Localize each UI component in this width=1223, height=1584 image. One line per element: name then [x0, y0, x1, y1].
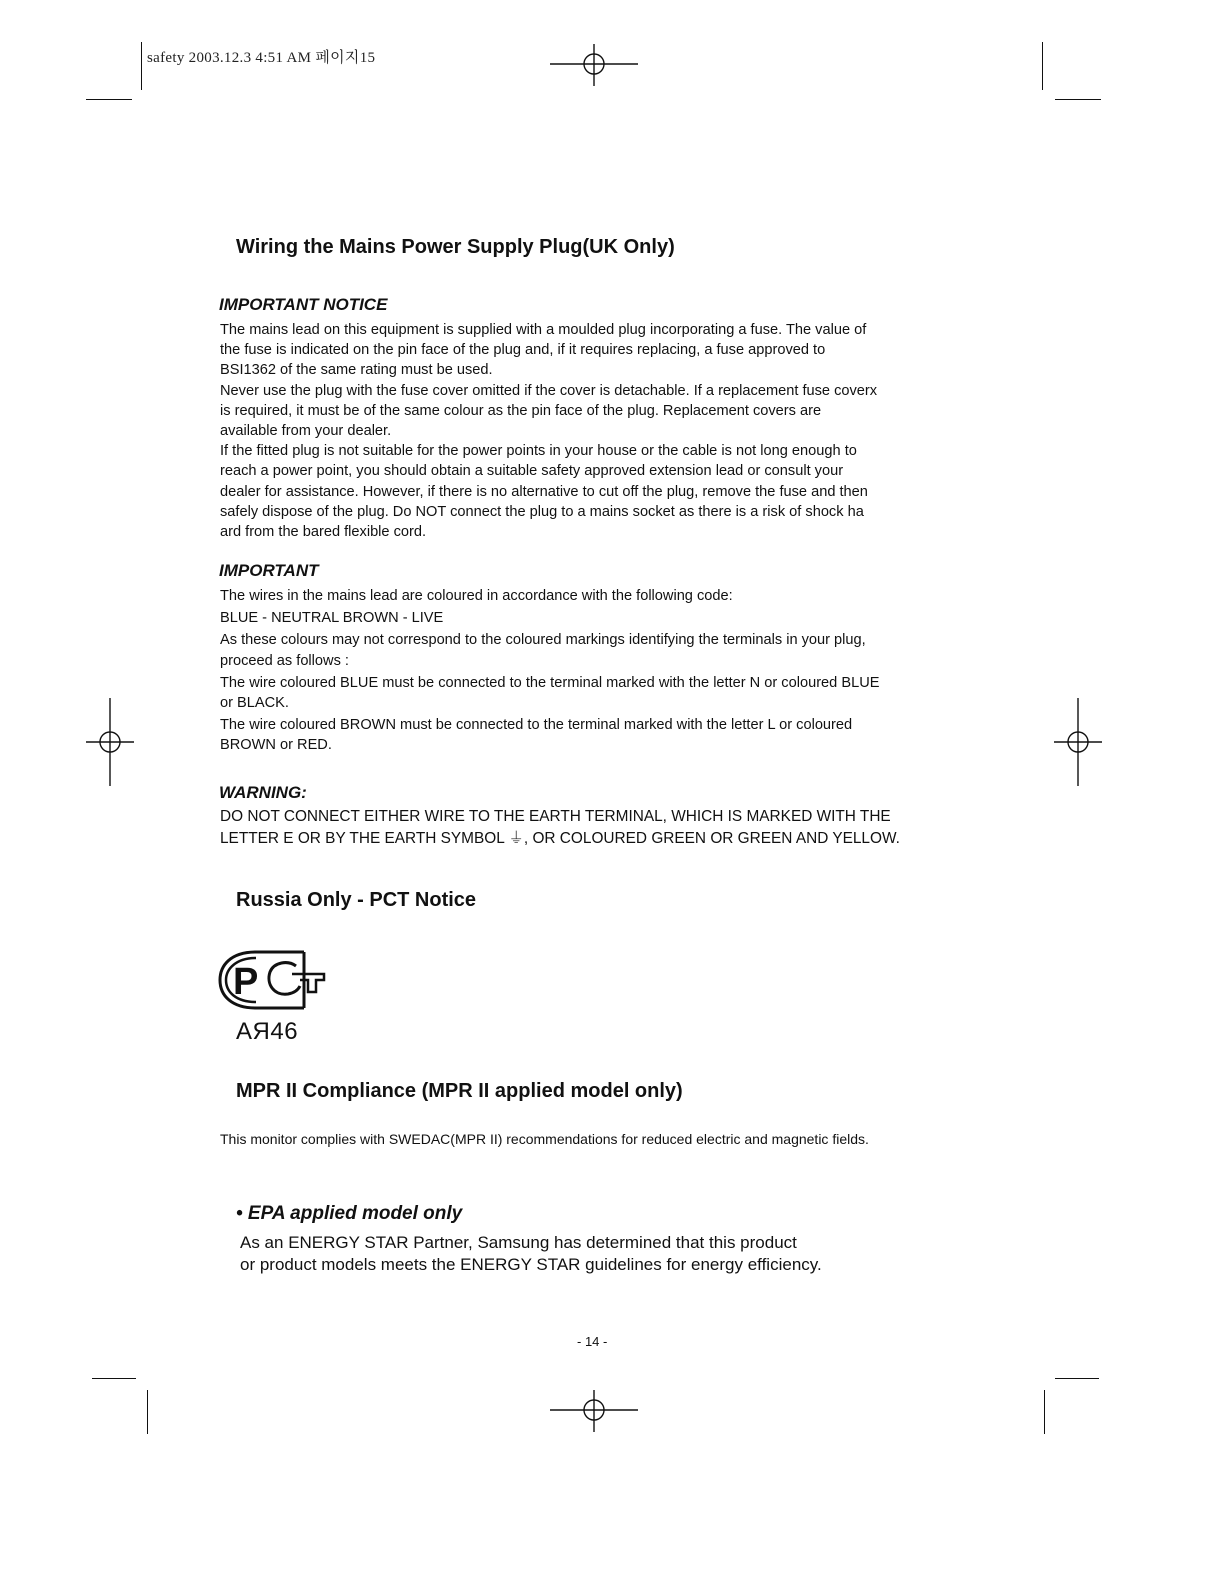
text-line: The mains lead on this equipment is supplied with a moulded plug incorporating a fuse. The value of	[220, 322, 867, 338]
section-title-mpr: MPR II Compliance (MPR II applied model only)	[236, 1080, 683, 1102]
text-line: The wire coloured BLUE must be connected to the terminal marked with the letter N or coloured BLUE	[220, 674, 880, 691]
text-line: safely dispose of the plug. Do NOT connect the plug to a mains socket as there is a risk of shock ha	[220, 503, 864, 520]
page-number: - 14 -	[577, 1334, 608, 1349]
important-notice-heading: IMPORTANT NOTICE	[219, 295, 388, 314]
text-line: The wires in the mains lead are coloured in accordance with the following code:	[220, 588, 733, 604]
mpr-text: This monitor complies with SWEDAC(MPR II) recommendations for reduced electric and magnetic fields.	[220, 1131, 869, 1147]
crop-mark	[1044, 1390, 1045, 1434]
crop-mark	[1055, 1378, 1099, 1379]
important-heading: IMPORTANT	[219, 561, 319, 580]
epa-text	[240, 1232, 822, 1276]
crop-mark	[141, 42, 142, 90]
text-line: or product models meets the ENERGY STAR guidelines for energy efficiency.	[240, 1255, 822, 1274]
text-line: dealer for assistance. However, if there is no alternative to cut off the plug, remove the fuse and then	[220, 483, 868, 500]
crop-mark	[92, 1378, 136, 1379]
crop-mark	[1055, 99, 1101, 100]
crop-mark	[147, 1390, 148, 1434]
section-title-wiring: Wiring the Mains Power Supply Plug(UK Only)	[236, 236, 675, 258]
text-line: the fuse is indicated on the pin face of the plug and, if it requires replacing, a fuse approved to	[220, 342, 826, 359]
registration-mark-icon	[1052, 696, 1104, 788]
text-line: As an ENERGY STAR Partner, Samsung has determined that this product	[240, 1233, 797, 1252]
crop-mark	[1042, 42, 1043, 90]
text-line: If the fitted plug is not suitable for the power points in your house or the cable is not long enough to	[220, 443, 857, 460]
section-title-russia: Russia Only - PCT Notice	[236, 889, 477, 911]
warning-heading: WARNING:	[219, 783, 307, 802]
crop-mark	[86, 99, 132, 100]
svg-text:P: P	[233, 961, 259, 1003]
print-slug: safety 2003.12.3 4:51 AM 페이지15	[147, 50, 376, 66]
registration-mark-icon	[548, 1386, 640, 1436]
warning-text	[220, 806, 990, 850]
important-notice-text	[220, 320, 990, 542]
text-line: or BLACK.	[220, 695, 289, 712]
text-line: reach a power point, you should obtain a suitable safety approved extension lead or consult your	[220, 463, 844, 480]
text-line: BROWN or RED.	[220, 737, 332, 754]
text-line: BSI1362 of the same rating must be used.	[220, 362, 493, 379]
registration-mark-icon	[548, 40, 640, 90]
registration-mark-icon	[84, 696, 136, 788]
text-line: ard from the bared flexible cord.	[220, 524, 427, 541]
text-line: BLUE - NEUTRAL BROWN - LIVE	[220, 610, 444, 627]
pct-logo-code: AЯ46	[236, 1018, 299, 1045]
text-line: available from your dealer.	[220, 423, 392, 440]
text-line: The wire coloured BROWN must be connected to the terminal marked with the letter L or coloured	[220, 717, 853, 734]
text-line: Never use the plug with the fuse cover omitted if the cover is detachable. If a replacement fuse coverx	[220, 382, 878, 399]
pct-certification-logo-icon	[216, 944, 334, 1020]
text-line: LETTER E OR BY THE EARTH SYMBOL ⏚, OR COLOURED GREEN OR GREEN AND YELLOW.	[220, 830, 900, 847]
text-line: DO NOT CONNECT EITHER WIRE TO THE EARTH TERMINAL, WHICH IS MARKED WITH THE	[220, 808, 891, 825]
important-text	[220, 586, 990, 756]
text-line: is required, it must be of the same colour as the pin face of the plug. Replacement covers are	[220, 402, 822, 419]
epa-heading: • EPA applied model only	[236, 1203, 463, 1224]
text-line: proceed as follows :	[220, 652, 349, 669]
text-line: As these colours may not correspond to the coloured markings identifying the terminals in your plug,	[220, 632, 866, 649]
